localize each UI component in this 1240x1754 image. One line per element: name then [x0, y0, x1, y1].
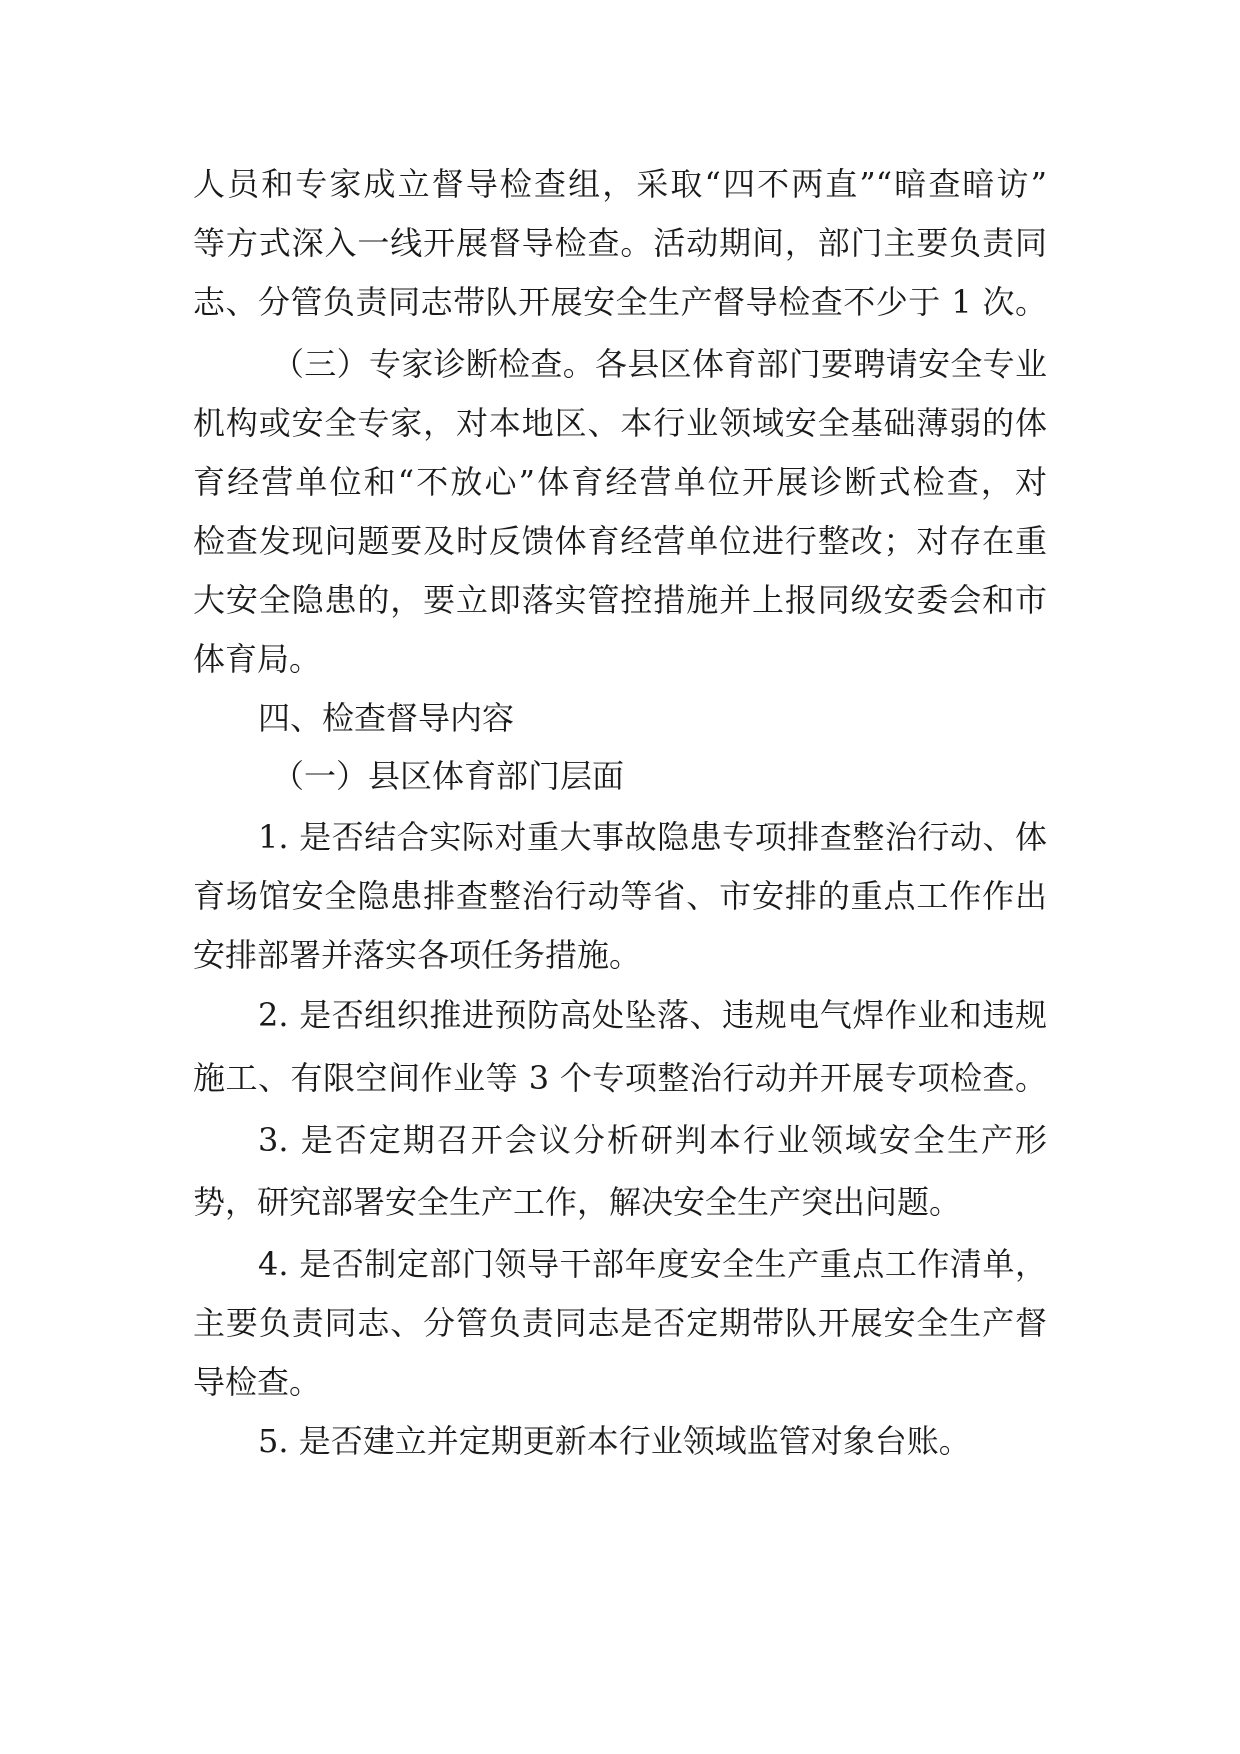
text-line: 育场馆安全隐患排查整治行动等省、市安排的重点工作作出	[193, 877, 1047, 915]
text-line: 体育局。	[193, 640, 322, 678]
text-line: 检查发现问题要及时反馈体育经营单位进行整改；对存在重	[193, 522, 1047, 560]
text-line: 施工、有限空间作业等 3 个专项整治行动并开展专项检查。	[193, 1059, 1047, 1097]
list-item: 3. 是否定期召开会议分析研判本行业领域安全生产形	[258, 1121, 1047, 1159]
text-line: 人员和专家成立督导检查组，采取“四不两直”“暗查暗访”	[193, 165, 1047, 203]
text-line: 主要负责同志、分管负责同志是否定期带队开展安全生产督	[193, 1304, 1047, 1342]
subsection-heading: （一）县区体育部门层面	[272, 757, 625, 795]
text-line: 等方式深入一线开展督导检查。活动期间，部门主要负责同	[193, 224, 1047, 262]
text-line: 大安全隐患的，要立即落实管控措施并上报同级安委会和市	[193, 581, 1047, 619]
section-heading: （三）专家诊断检查。各县区体育部门要聘请安全专业	[272, 345, 1047, 383]
list-item: 4. 是否制定部门领导干部年度安全生产重点工作清单，	[258, 1245, 1047, 1283]
text-line: 导检查。	[193, 1363, 322, 1401]
list-item: 1. 是否结合实际对重大事故隐患专项排查整治行动、体	[258, 818, 1047, 856]
list-item: 2. 是否组织推进预防高处坠落、违规电气焊作业和违规	[258, 996, 1047, 1034]
text-line: 安排部署并落实各项任务措施。	[193, 936, 642, 974]
section-heading: 四、检查督导内容	[258, 699, 515, 737]
text-line: 育经营单位和“不放心”体育经营单位开展诊断式检查，对	[193, 463, 1047, 501]
text-line: 势，研究部署安全生产工作，解决安全生产突出问题。	[193, 1183, 962, 1221]
list-item: 5. 是否建立并定期更新本行业领域监管对象台账。	[258, 1422, 971, 1460]
text-line: 机构或安全专家，对本地区、本行业领域安全基础薄弱的体	[193, 404, 1047, 442]
text-line: 志、分管负责同志带队开展安全生产督导检查不少于 1 次。	[193, 283, 1047, 321]
